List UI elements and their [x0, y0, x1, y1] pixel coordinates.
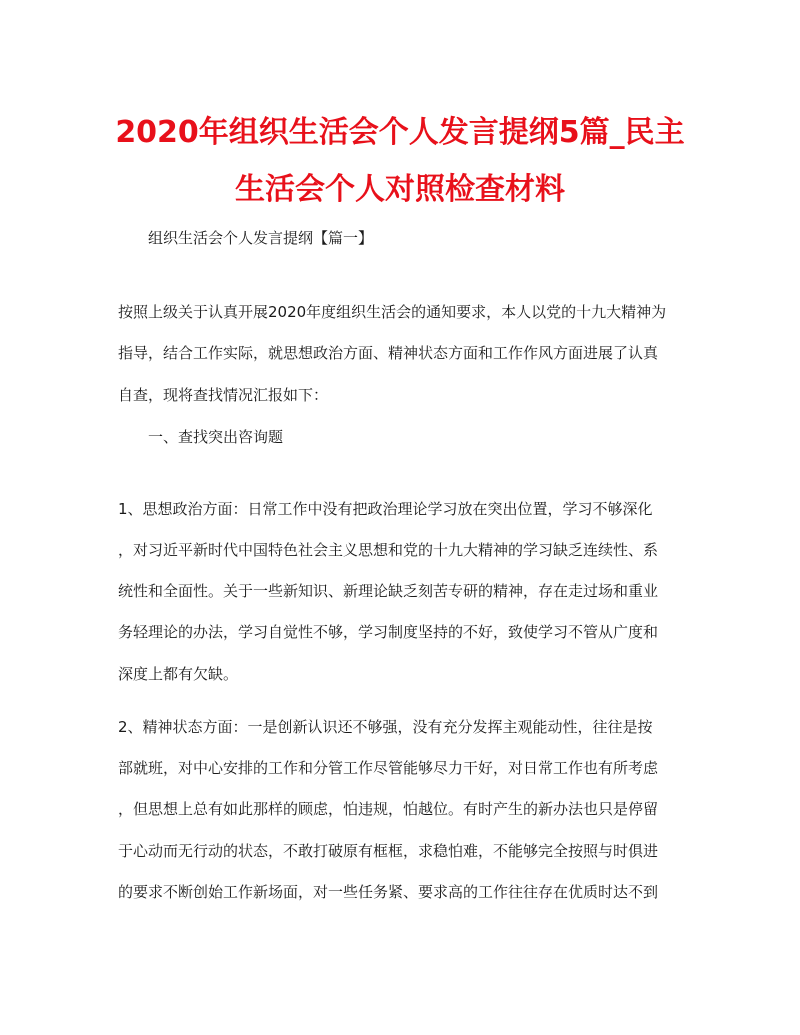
item2-line-4: 于心动而无行动的状态，不敢打破原有框框，求稳怕难，不能够完全按照与时俱进 — [118, 842, 659, 860]
intro-line-3: 自查，现将查找情况汇报如下： — [118, 386, 329, 404]
item1-line-1: 1、思想政治方面：日常工作中没有把政治理论学习放在突出位置，学习不够深化 — [118, 500, 653, 518]
item1-line-4: 务轻理论的办法，学习自觉性不够，学习制度坚持的不好，致使学习不管从广度和 — [118, 623, 659, 641]
item1-line-2: ，对习近平新时代中国特色社会主义思想和党的十九大精神的学习缺乏连续性、系 — [118, 541, 659, 559]
item1-line-3: 统性和全面性。关于一些新知识、新理论缺乏刻苦专研的精神，存在走过场和重业 — [118, 582, 659, 600]
item2-line-1: 2、精神状态方面：一是创新认识还不够强，没有充分发挥主观能动性，往往是按 — [118, 718, 653, 736]
item2-line-2: 部就班，对中心安排的工作和分管工作尽管能够尽力干好，对日常工作也有所考虑 — [118, 759, 659, 777]
intro-line-2: 指导，结合工作实际，就思想政治方面、精神状态方面和工作作风方面进展了认真 — [118, 344, 659, 362]
intro-line-1: 按照上级关于认真开展2020年度组织生活会的通知要求，本人以党的十九大精神为 — [118, 303, 667, 321]
section-heading: 一、查找突出咨询题 — [148, 428, 284, 446]
document-title-line-2: 生活会个人对照检查材料 — [235, 172, 565, 207]
item2-line-5: 的要求不断创始工作新场面，对一些任务紧、要求高的工作往往存在优质时达不到 — [118, 883, 659, 901]
item1-line-5: 深度上都有欠缺。 — [118, 665, 239, 683]
document-title-line-1: 2020年组织生活会个人发言提纲5篇_民主 — [115, 115, 685, 150]
section-subtitle: 组织生活会个人发言提纲【篇一】 — [148, 229, 374, 247]
item2-line-3: ，但思想上总有如此那样的顾虑，怕违规，怕越位。有时产生的新办法也只是停留 — [118, 800, 659, 818]
